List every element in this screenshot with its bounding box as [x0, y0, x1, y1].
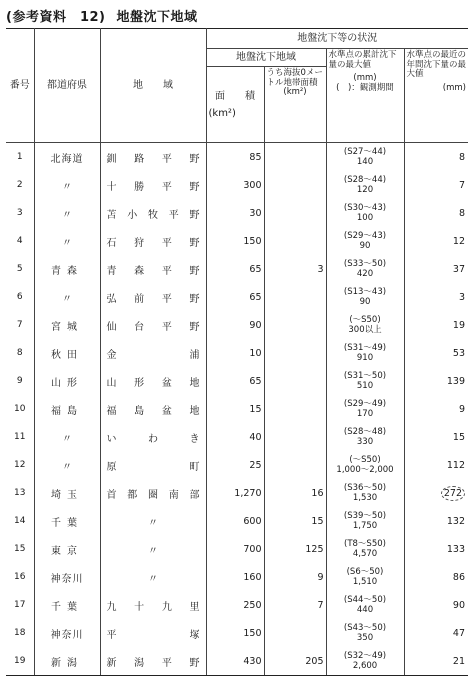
row-annual: [404, 479, 468, 507]
table-row: [6, 283, 468, 311]
row-number: 1: [6, 143, 34, 172]
row-cumulative-value: 330: [356, 437, 374, 447]
row-cumulative: [326, 423, 404, 451]
title-text: 地盤沈下地域: [116, 10, 198, 25]
row-sea-level-area: [264, 339, 326, 367]
row-sea-level-area: 205: [264, 647, 326, 676]
row-cumulative: [326, 227, 404, 255]
row-period: (S39～50): [343, 511, 387, 521]
row-number: 7: [6, 311, 34, 339]
row-sea-level-area: 3: [264, 255, 326, 283]
row-sea-level-area: [264, 283, 326, 311]
row-area: 300: [206, 171, 264, 199]
table-row: [6, 227, 468, 255]
table-row: [6, 619, 468, 647]
row-annual: 12: [452, 235, 465, 247]
row-cumulative: [326, 619, 404, 647]
row-number: 3: [6, 199, 34, 227]
row-number: 11: [6, 423, 34, 451]
row-cumulative-value: 100: [356, 213, 374, 223]
row-sea-level-area: [264, 311, 326, 339]
row-prefecture: 青森: [34, 255, 100, 283]
row-area: 10: [206, 339, 264, 367]
row-period: (S13～43): [343, 287, 387, 297]
row-region: 〃: [100, 535, 206, 563]
header-subgroup-area: 地盤沈下地域: [206, 49, 326, 67]
row-annual: 133: [446, 543, 465, 555]
table-row: [6, 507, 468, 535]
table-row: [6, 339, 468, 367]
table-row: [6, 591, 468, 619]
row-number: 10: [6, 395, 34, 423]
row-period: (S33～50): [343, 259, 387, 269]
row-cumulative: [326, 395, 404, 423]
row-cumulative-value: 510: [356, 381, 374, 391]
row-cumulative-value: 1,750: [352, 521, 378, 531]
row-annual: 7: [458, 179, 465, 191]
row-prefecture: 千葉: [34, 507, 100, 535]
header-sea-level-unit: (km²): [283, 87, 307, 97]
table-row: [6, 255, 468, 283]
row-period: (S28～44): [343, 175, 387, 185]
row-sea-level-area: [264, 451, 326, 479]
row-sea-level-area: 9: [264, 563, 326, 591]
row-number: 17: [6, 591, 34, 619]
table-row: [6, 199, 468, 227]
row-cumulative: [326, 339, 404, 367]
header-cumulative: [326, 49, 404, 143]
table-row: [6, 395, 468, 423]
page-title: [6, 6, 204, 25]
header-prefecture: 都道府県: [34, 29, 100, 143]
row-prefecture: 埼玉: [34, 479, 100, 507]
row-area: 160: [206, 563, 264, 591]
table-row: [6, 451, 468, 479]
row-area: 90: [206, 311, 264, 339]
circled-annual-value: 272: [441, 486, 465, 501]
row-period: (S29～43): [343, 231, 387, 241]
table-row: [6, 423, 468, 451]
row-cumulative: [326, 283, 404, 311]
row-cumulative: [326, 199, 404, 227]
row-prefecture: 千葉: [34, 591, 100, 619]
header-sea-level: [264, 67, 326, 143]
row-sea-level-area: 125: [264, 535, 326, 563]
row-region: 山形盆地: [100, 367, 206, 395]
row-sea-level-area: [264, 171, 326, 199]
row-region: 原町: [100, 451, 206, 479]
row-area: 40: [206, 423, 264, 451]
row-cumulative: [326, 255, 404, 283]
row-region: 〃: [100, 507, 206, 535]
row-period: (～S50): [349, 315, 381, 325]
row-sea-level-area: [264, 367, 326, 395]
row-cumulative-value: 90: [359, 297, 371, 307]
header-annual-label: 水準点の最近の年間沈下量の最大値: [406, 50, 467, 79]
row-cumulative: [326, 507, 404, 535]
table-row: [6, 367, 468, 395]
row-cumulative-value: 120: [356, 185, 374, 195]
header-cumulative-note: ( )：観測期間: [336, 82, 394, 93]
header-region: 地 域: [100, 29, 206, 143]
row-cumulative-value: 4,570: [352, 549, 378, 559]
row-number: 16: [6, 563, 34, 591]
row-prefecture: 〃: [34, 423, 100, 451]
row-region: 〃: [100, 563, 206, 591]
row-cumulative-value: 1,000～2,000: [336, 465, 394, 475]
row-annual: 9: [458, 403, 465, 415]
row-annual: 86: [452, 571, 465, 583]
row-period: (S27～44): [343, 147, 387, 157]
row-number: 19: [6, 647, 34, 676]
row-cumulative: [326, 367, 404, 395]
row-area: 430: [206, 647, 264, 676]
row-prefecture: 山形: [34, 367, 100, 395]
table-row: [6, 535, 468, 563]
table-row: [6, 311, 468, 339]
row-cumulative: [326, 563, 404, 591]
row-sea-level-area: 15: [264, 507, 326, 535]
row-period: (S32～49): [343, 651, 387, 661]
row-prefecture: 〃: [34, 451, 100, 479]
row-cumulative-value: 90: [359, 241, 371, 251]
row-area: 150: [206, 619, 264, 647]
row-prefecture: 〃: [34, 199, 100, 227]
row-period: (S36～50): [343, 483, 387, 493]
row-period: (S28～48): [343, 427, 387, 437]
table-row: [6, 143, 468, 172]
row-region: 福島盆地: [100, 395, 206, 423]
row-cumulative: [326, 479, 404, 507]
row-cumulative-value: 2,600: [352, 661, 378, 671]
header-cumulative-unit: (mm): [353, 73, 377, 83]
row-area: 1,270: [206, 479, 264, 507]
row-cumulative: [326, 535, 404, 563]
row-area: 85: [206, 143, 264, 172]
row-sea-level-area: [264, 227, 326, 255]
subsidence-table: [6, 28, 468, 676]
row-cumulative: [326, 591, 404, 619]
row-prefecture: 秋田: [34, 339, 100, 367]
row-annual: 53: [452, 347, 465, 359]
header-annual-unit: (mm): [442, 82, 466, 93]
row-cumulative-value: 350: [356, 633, 374, 643]
header-area: [206, 67, 264, 143]
row-cumulative-value: 170: [356, 409, 374, 419]
row-number: 8: [6, 339, 34, 367]
header-no: 番号: [6, 29, 34, 143]
row-cumulative-value: 300以上: [348, 325, 382, 335]
row-prefecture: 宮城: [34, 311, 100, 339]
row-cumulative-value: 1,510: [352, 577, 378, 587]
row-cumulative-value: 440: [356, 605, 374, 615]
row-area: 30: [206, 199, 264, 227]
row-number: 18: [6, 619, 34, 647]
row-annual: 132: [446, 515, 465, 527]
row-annual: 139: [446, 375, 465, 387]
row-sea-level-area: [264, 199, 326, 227]
row-area: 65: [206, 283, 264, 311]
row-sea-level-area: [264, 619, 326, 647]
row-region: 弘前平野: [100, 283, 206, 311]
row-prefecture: 北海道: [34, 143, 100, 172]
row-region: 苫小牧平野: [100, 199, 206, 227]
row-area: 65: [206, 255, 264, 283]
row-sea-level-area: 16: [264, 479, 326, 507]
row-period: (S43～50): [343, 623, 387, 633]
row-cumulative-value: 140: [356, 157, 374, 167]
row-period: (S29～49): [343, 399, 387, 409]
row-prefecture: 福島: [34, 395, 100, 423]
row-area: 15: [206, 395, 264, 423]
row-period: (S31～50): [343, 371, 387, 381]
header-area-unit: (km²): [208, 107, 236, 119]
row-sea-level-area: 7: [264, 591, 326, 619]
row-cumulative: [326, 171, 404, 199]
row-cumulative: [326, 647, 404, 676]
header-cumulative-label: 水準点の累計沈下量の最大値: [328, 50, 397, 70]
row-number: 5: [6, 255, 34, 283]
row-region: 石狩平野: [100, 227, 206, 255]
row-area: 700: [206, 535, 264, 563]
row-region: 十勝平野: [100, 171, 206, 199]
row-prefecture: 東京: [34, 535, 100, 563]
row-area: 65: [206, 367, 264, 395]
row-prefecture: 神奈川: [34, 563, 100, 591]
row-period: (S31～49): [343, 343, 387, 353]
row-annual: 8: [458, 151, 465, 163]
row-annual: 90: [452, 599, 465, 611]
row-region: 新潟平野: [100, 647, 206, 676]
row-region: 金浦: [100, 339, 206, 367]
row-region: 仙台平野: [100, 311, 206, 339]
row-annual: 8: [458, 207, 465, 219]
reference-label: (参考資料 12): [6, 10, 106, 25]
row-period: (S44～50): [343, 595, 387, 605]
row-annual: 21: [404, 647, 468, 676]
header-group: 地盤沈下等の状況: [206, 29, 468, 49]
row-annual: 47: [452, 627, 465, 639]
row-annual: 37: [452, 263, 465, 275]
row-cumulative: [326, 451, 404, 479]
row-prefecture: 〃: [34, 283, 100, 311]
row-prefecture: 神奈川: [34, 619, 100, 647]
row-region: 九十九里: [100, 591, 206, 619]
table-row: [6, 479, 468, 507]
row-period: (S30～43): [343, 203, 387, 213]
row-area: 150: [206, 227, 264, 255]
row-region: 釧路平野: [100, 143, 206, 172]
row-annual: 3: [458, 291, 465, 303]
row-period: (S6～50): [346, 567, 384, 577]
row-annual: 112: [446, 459, 465, 471]
row-cumulative: [326, 311, 404, 339]
row-number: 12: [6, 451, 34, 479]
row-annual: 19: [452, 319, 465, 331]
row-number: 13: [6, 479, 34, 507]
header-area-label: 面 積: [215, 90, 255, 102]
table-row: [6, 563, 468, 591]
row-region: 青森平野: [100, 255, 206, 283]
row-sea-level-area: [264, 395, 326, 423]
row-number: 4: [6, 227, 34, 255]
row-prefecture: 〃: [34, 171, 100, 199]
row-region: 平塚: [100, 619, 206, 647]
row-period: (T8～S50): [344, 539, 386, 549]
row-area: 600: [206, 507, 264, 535]
row-prefecture: 新潟: [34, 647, 100, 676]
table-row: [6, 647, 468, 676]
header-annual: [404, 49, 468, 143]
row-area: 250: [206, 591, 264, 619]
row-region: 首都圏南部: [100, 479, 206, 507]
row-sea-level-area: [264, 143, 326, 172]
row-area: 25: [206, 451, 264, 479]
row-region: いわき: [100, 423, 206, 451]
row-number: 2: [6, 171, 34, 199]
row-cumulative-value: 420: [356, 269, 374, 279]
row-number: 9: [6, 367, 34, 395]
row-annual: 15: [452, 431, 465, 443]
row-number: 6: [6, 283, 34, 311]
row-cumulative-value: 910: [356, 353, 374, 363]
row-cumulative: [326, 143, 404, 172]
row-number: 14: [6, 507, 34, 535]
row-period: (～S50): [349, 455, 381, 465]
row-sea-level-area: [264, 423, 326, 451]
row-cumulative-value: 1,530: [352, 493, 378, 503]
row-prefecture: 〃: [34, 227, 100, 255]
row-number: 15: [6, 535, 34, 563]
table-row: [6, 171, 468, 199]
header-sea-level-label: うち海抜0メートル地帯面積: [266, 68, 323, 88]
